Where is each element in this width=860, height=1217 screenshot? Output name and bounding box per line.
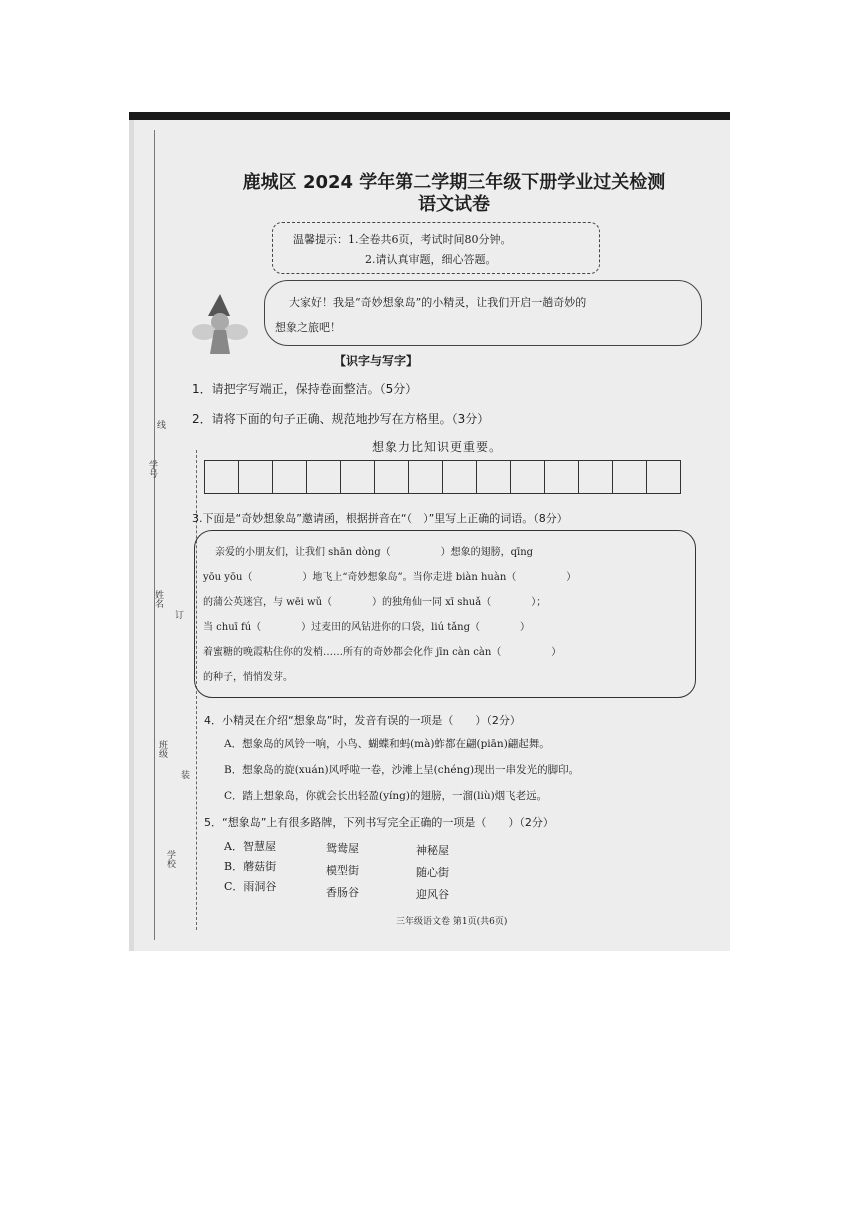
question-4: 4．小精灵在介绍“想象岛”时，发音有误的一项是（ ）（2分） xyxy=(204,714,521,727)
margin-mark-zhuang: 装 xyxy=(179,770,189,779)
grid-cell[interactable] xyxy=(647,460,681,494)
grid-cell[interactable] xyxy=(579,460,613,494)
grid-cell[interactable] xyxy=(239,460,273,494)
photo-top-edge xyxy=(129,112,730,120)
grid-cell[interactable] xyxy=(545,460,579,494)
q5-option-b-2: 模型街 xyxy=(326,864,359,877)
tips-box xyxy=(272,222,600,274)
q5-option-a-3: 神秘屋 xyxy=(416,844,449,857)
grid-cell[interactable] xyxy=(511,460,545,494)
margin-student-id-label: 学号 xyxy=(147,460,157,478)
question-1: 1．请把字写端正，保持卷面整洁。（5分） xyxy=(192,382,418,396)
exam-title: 鹿城区 2024 学年第二学期三年级下册学业过关检测 xyxy=(242,172,666,193)
copy-sentence: 想象力比知识更重要。 xyxy=(372,440,503,454)
q5-option-c: C．雨洞谷 xyxy=(224,880,277,893)
grid-cell[interactable] xyxy=(205,460,239,494)
tip-line-2: 2.请认真审题，细心答题。 xyxy=(365,253,497,266)
q5-option-b: B．蘑菇街 xyxy=(224,860,277,873)
invitation-box xyxy=(194,530,696,698)
writing-grid xyxy=(204,460,681,494)
q5-option-a-2: 鸳鸯屋 xyxy=(326,842,359,855)
question-3: 3.下面是“奇妙想象岛”邀请函，根据拼音在“（ ）”里写上正确的词语。（8分） xyxy=(192,512,568,525)
q5-option-b-3: 随心街 xyxy=(416,866,449,879)
q4-option-b: B．想象岛的旋(xuán)风呼啦一卷，沙滩上呈(chéng)现出一串发光的脚印。 xyxy=(224,764,580,776)
margin-mark-xian: 线 xyxy=(155,420,165,429)
grid-cell[interactable] xyxy=(443,460,477,494)
margin-school-label: 学校 xyxy=(165,850,175,868)
exam-subtitle: 语文试卷 xyxy=(418,194,490,215)
q4-option-a: A．想象岛的风铃一响，小鸟、蝴蝶和蚂(mà)蚱都在翩(piān)翩起舞。 xyxy=(224,738,550,750)
invitation-line: 当 chuī fú（ ）过麦田的风钻进你的口袋，liú tǎng（ ） xyxy=(203,622,531,633)
margin-class-label: 班级 xyxy=(157,740,167,758)
grid-cell[interactable] xyxy=(613,460,647,494)
grid-cell[interactable] xyxy=(341,460,375,494)
section-title: 【识字与写字】 xyxy=(334,354,419,368)
question-2: 2．请将下面的句子正确、规范地抄写在方格里。（3分） xyxy=(192,412,490,426)
grid-cell[interactable] xyxy=(409,460,443,494)
grid-cell[interactable] xyxy=(375,460,409,494)
invitation-line: 的蒲公英迷宫，与 wēi wǔ（ ）的独角仙一同 xī shuǎ（ ）； xyxy=(203,597,547,608)
speech-line-2: 想象之旅吧！ xyxy=(275,321,341,334)
invitation-line: yōu yōu（ ）地飞上“奇妙想象岛”。当你走进 biàn huàn（ ） xyxy=(203,572,577,583)
grid-cell[interactable] xyxy=(307,460,341,494)
q5-option-c-2: 香肠谷 xyxy=(326,886,359,899)
question-5: 5．“想象岛”上有很多路牌，下列书写完全正确的一项是（ ）（2分） xyxy=(204,816,554,829)
q5-option-c-3: 迎风谷 xyxy=(416,888,449,901)
invitation-line: 的种子，悄悄发芽。 xyxy=(203,672,293,683)
binding-line xyxy=(154,130,156,940)
grid-cell[interactable] xyxy=(477,460,511,494)
margin-mark-ding: 订 xyxy=(173,610,183,619)
invitation-line: 亲爱的小朋友们，让我们 shān dòng（ ）想象的翅膀，qīng xyxy=(215,547,534,558)
grid-cell[interactable] xyxy=(273,460,307,494)
q4-option-c: C．踏上想象岛，你就会长出轻盈(yíng)的翅膀，一溜(liù)烟飞老远。 xyxy=(224,790,548,802)
invitation-line: 着蜜糖的晚霞粘住你的发梢……所有的奇妙都会化作 jīn càn càn（ ） xyxy=(203,647,562,658)
page-footer: 三年级语文卷 第1页(共6页) xyxy=(396,917,508,927)
exam-page xyxy=(134,120,730,951)
tip-line-1: 温馨提示：1.全卷共6页，考试时间80分钟。 xyxy=(293,233,512,246)
fairy-illustration xyxy=(190,292,250,358)
speech-line-1: 大家好！我是“奇妙想象岛”的小精灵，让我们开启一趟奇妙的 xyxy=(289,296,587,309)
margin-name-label: 姓名 xyxy=(153,590,163,608)
q5-option-a: A．智慧屋 xyxy=(224,840,276,853)
fairy-speech-bubble xyxy=(264,280,702,346)
